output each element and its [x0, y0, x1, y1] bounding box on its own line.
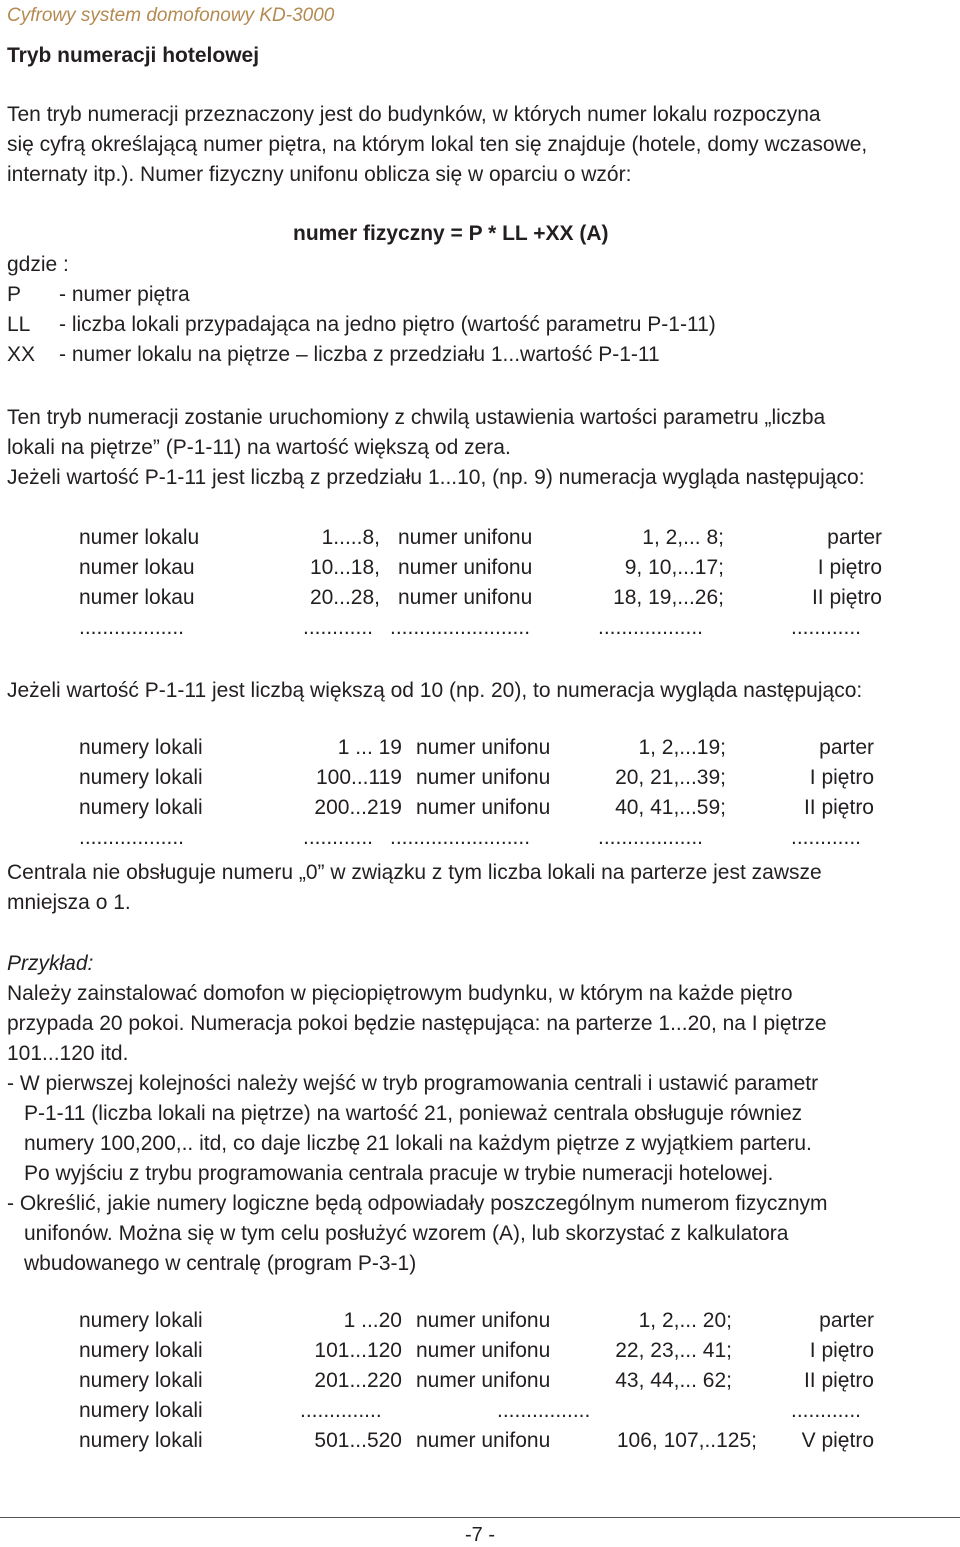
table-row	[0, 766, 960, 796]
formula: numer fizyczny = P * LL +XX (A)	[293, 222, 609, 245]
table-cell: ..................	[598, 826, 704, 849]
step-line: P-1-11 (liczba lokali na piętrze) na wartość 21, ponieważ centrala obsługuje równiez	[24, 1102, 803, 1125]
table-cell: 1, 2,... 20;	[638, 1309, 732, 1332]
table-cell: numer unifonu	[416, 1429, 551, 1452]
table-cell: numery lokali	[79, 1369, 203, 1392]
table-cell: ................	[497, 1399, 591, 1422]
table-cell: numer unifonu	[416, 1339, 551, 1362]
table-cell: 18, 19,...26;	[613, 586, 724, 609]
definition-item	[7, 280, 716, 310]
text-line: mniejsza o 1.	[7, 891, 131, 914]
table-cell: ............	[791, 826, 862, 849]
intro-paragraph	[7, 100, 867, 190]
activation-paragraph	[7, 403, 865, 493]
step-line: - Określić, jakie numery logiczne będą odpowiadały poszczególnym numerom fizycznym	[7, 1192, 828, 1215]
text-line: Należy zainstalować domofon w pięciopiętrowym budynku, w którym na każde piętro	[7, 982, 793, 1005]
table-cell: ..................	[79, 826, 185, 849]
table-cell: numer unifonu	[416, 1369, 551, 1392]
step-line: Po wyjściu z trybu programowania centrala pracuje w trybie numeracji hotelowej.	[24, 1162, 774, 1185]
table-cell: numery lokali	[79, 796, 203, 819]
definition-key: P	[7, 283, 22, 306]
table-cell: 1.....8,	[321, 526, 380, 549]
table-cell: parter	[827, 526, 882, 549]
table-cell: 20, 21,...39;	[615, 766, 726, 789]
table-row	[0, 586, 960, 616]
table-cell: 43, 44,... 62;	[615, 1369, 732, 1392]
definition-key: XX	[7, 343, 36, 366]
definition-text: - liczba lokali przypadająca na jedno piętro (wartość parametru P-1-11)	[59, 313, 716, 336]
table-cell: ..................	[598, 616, 704, 639]
table-cell: numer unifonu	[398, 526, 533, 549]
table-cell: numery lokali	[79, 766, 203, 789]
table-cell: numer unifonu	[416, 796, 551, 819]
table-cell: II piętro	[811, 586, 882, 609]
table-cell: 1 ...20	[343, 1309, 402, 1332]
definition-text: - numer lokalu na piętrze – liczba z przedziału 1...wartość P-1-11	[59, 343, 660, 366]
text-line: 101...120 itd.	[7, 1042, 129, 1065]
text-line: internaty itp.). Numer fizyczny unifonu oblicza się w oparciu o wzór:	[7, 163, 632, 186]
table-cell: numer lokau	[79, 556, 195, 579]
text-line: przypada 20 pokoi. Numeracja pokoi będzie następująca: na parterze 1...20, na I piętrze	[7, 1012, 827, 1035]
text-line: Ten tryb numeracji zostanie uruchomiony z chwilą ustawienia wartości parametru „liczba	[7, 406, 826, 429]
text-line: Centrala nie obsługuje numeru „0” w związku z tym liczba lokali na parterze jest zawsze	[7, 861, 822, 884]
table-cell: numery lokali	[79, 1429, 203, 1452]
definition-item	[7, 340, 716, 370]
table-cell: numery lokali	[79, 736, 203, 759]
text-line: się cyfrą określającą numer piętra, na którym lokal ten się znajduje (hotele, domy wczasowe,	[7, 133, 868, 156]
table-row	[0, 1369, 960, 1399]
table-cell: parter	[819, 1309, 874, 1332]
table-cell: 501...520	[314, 1429, 402, 1452]
definition-item	[7, 310, 716, 340]
table-cell: 10...18,	[309, 556, 380, 579]
table-cell: ........................	[390, 616, 531, 639]
example-label: Przykład:	[7, 952, 94, 975]
table-row	[0, 1429, 960, 1459]
step-line: unifonów. Można się w tym celu posłużyć wzorem (A), lub skorzystać z kalkulatora	[24, 1222, 789, 1245]
table-cell: numery lokali	[79, 1339, 203, 1362]
definitions-list	[7, 280, 716, 370]
definition-key: LL	[7, 313, 31, 336]
step-line: numery 100,200,.. itd, co daje liczbę 21 lokali na każdym piętrze z wyjątkiem parteru.	[24, 1132, 812, 1155]
table-cell: 40, 41,...59;	[615, 796, 726, 819]
steps-list	[7, 1069, 828, 1279]
text-line: lokali na piętrze” (P-1-11) na wartość większą od zera.	[7, 436, 511, 459]
table-row	[0, 736, 960, 766]
table-row	[0, 556, 960, 586]
table-cell: numery lokali	[79, 1309, 203, 1332]
table-cell: I piętro	[817, 556, 882, 579]
table-cell: numer unifonu	[416, 766, 551, 789]
section-title: Tryb numeracji hotelowej	[7, 44, 260, 67]
table-cell: numer lokau	[79, 586, 195, 609]
large-floor-paragraph: Jeżeli wartość P-1-11 jest liczbą większą od 10 (np. 20), to numeracja wygląda następująco:	[7, 679, 863, 702]
table-cell: numer unifonu	[398, 586, 533, 609]
table-cell: 1 ... 19	[337, 736, 402, 759]
table-cell: 1, 2,... 8;	[642, 526, 724, 549]
table-row	[0, 1309, 960, 1339]
table-cell: ............	[303, 616, 374, 639]
table-cell: 22, 23,... 41;	[615, 1339, 732, 1362]
table-cell: ..............	[300, 1399, 382, 1422]
table-row	[0, 526, 960, 556]
table-cell: 100...119	[315, 766, 402, 789]
where-label: gdzie :	[7, 253, 69, 276]
table-cell: numery lokali	[79, 1399, 203, 1422]
zero-note-paragraph	[7, 858, 822, 918]
table-cell: 106, 107,..125;	[616, 1429, 757, 1452]
table-cell: ............	[791, 1399, 862, 1422]
table-row	[0, 796, 960, 826]
table-cell: 9, 10,...17;	[624, 556, 724, 579]
table-cell: V piętro	[801, 1429, 874, 1452]
step-line: - W pierwszej kolejności należy wejść w tryb programowania centrali i ustawić parametr	[7, 1072, 819, 1095]
table-cell: II piętro	[803, 1369, 874, 1392]
table-cell: parter	[819, 736, 874, 759]
table-cell: 201...220	[314, 1369, 402, 1392]
table-cell: ............	[303, 826, 374, 849]
table-cell: 101...120	[314, 1339, 402, 1362]
table-cell: ........................	[390, 826, 531, 849]
footer-divider	[0, 1517, 960, 1518]
table-cell: ..................	[79, 616, 185, 639]
table-cell: numer unifonu	[416, 1309, 551, 1332]
table-row	[0, 826, 960, 856]
table-row	[0, 616, 960, 646]
text-line: Jeżeli wartość P-1-11 jest liczbą z przedziału 1...10, (np. 9) numeracja wygląda następująco:	[7, 466, 865, 489]
example-paragraph	[7, 979, 827, 1069]
page-number: -7 -	[465, 1524, 495, 1546]
table-cell: ............	[791, 616, 862, 639]
table-cell: I piętro	[809, 766, 874, 789]
table-cell: 200...219	[314, 796, 402, 819]
table-cell: numer unifonu	[398, 556, 533, 579]
document-header: Cyfrowy system domofonowy KD-3000	[7, 5, 335, 26]
table-row	[0, 1339, 960, 1369]
table-cell: 20...28,	[309, 586, 380, 609]
table-cell: numer unifonu	[416, 736, 551, 759]
table-row	[0, 1399, 960, 1429]
table-cell: II piętro	[803, 796, 874, 819]
table-cell: I piętro	[809, 1339, 874, 1362]
table-cell: 1, 2,...19;	[638, 736, 726, 759]
step-line: wbudowanego w centralę (program P-3-1)	[24, 1252, 417, 1275]
text-line: Ten tryb numeracji przeznaczony jest do budynków, w których numer lokalu rozpoczyna	[7, 103, 821, 126]
definition-text: - numer piętra	[59, 283, 190, 306]
table-cell: numer lokalu	[79, 526, 200, 549]
